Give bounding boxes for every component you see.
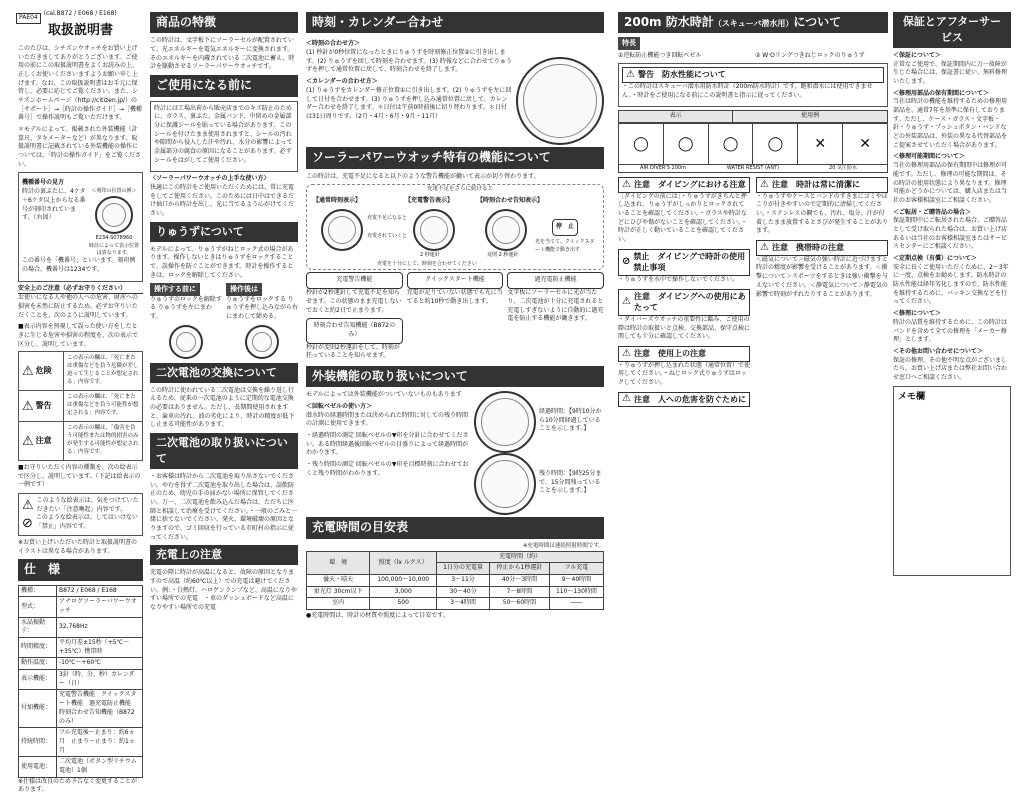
case-back-illustration (89, 188, 139, 257)
water-usage-icons (618, 123, 888, 165)
case-number-text2: この番号を「機番号」といいます。刻印例の場合、機番号は1234です。 (22, 257, 136, 273)
table-header: 使用例 (733, 111, 888, 123)
warning-triangle-icon: ⚠ (622, 393, 631, 405)
column-water (618, 10, 888, 407)
lock-after-label: 操作後は (226, 283, 262, 295)
exterior-title: 外装機能の取り扱いについて (306, 366, 604, 387)
charge-time-table (306, 551, 604, 610)
intro-text: このたびは、シチズンウオッチをお買い上げいただきましてありがとうございます。ご使用の前にこの取扱説明書をよくお読みの上、正しくお使いくださいますようお願い申し上げます。なお、この取扱説明書はお手元に保管し、必要に応じてご覧ください。また、シチズンホームページ（http://citizen.jp/）の［サポート］→［時計の操作ガイド］→［機種番号］で操作説明もご覧いただけます。 (18, 44, 142, 122)
flow-text: 変則 2 秒運針 (487, 252, 519, 259)
spec-value: B872 / E068 / E168 (57, 585, 143, 597)
watch-remind-icon (485, 209, 527, 251)
calendar-heading: ＜カレンダーの合わせ方＞ (306, 78, 378, 86)
calendar-steps: (1) りゅうずをカレンダー修正位置①に引き出します。(2) りゅうずを左に回して日付を合わせます。(3) りゅうずを押し込み通常位置に戻して、カレンダー合わせを終了します。＊日付は午前0時前後に切り替わります。＊日付は31日周りです。（2月・4月・6月・9月・11月） (306, 86, 512, 120)
table-cell: 50～60時間 (490, 598, 550, 610)
flow-warn-label: 【充電警告表示】 (405, 197, 454, 205)
usage-caution-heading (618, 346, 750, 362)
caution-label: 注意 時計は常に清潔に (771, 180, 860, 190)
warning-triangle-icon: ⚠ (22, 433, 34, 449)
repair-about-text: 時計の品質を維持するために、この時計はバンドを含めて全ての修理を「メーカー修理」とします。 (893, 318, 1008, 344)
caution-text: ［ダイビングの前には］・りゅうずがきちんと押し込まれ、りゅうずがしっかりとロックされていることを確認してください。・ガラスや時計などにひびや傷がないことを確認してください。・時計が正しく動いていることを確認してください。 (618, 192, 748, 244)
diving-caution-heading (618, 177, 750, 193)
spec-row (19, 757, 143, 777)
bezel-remain-icon (474, 453, 536, 515)
case-number-text: 時計の裏ぶたに、4ケタ＋6ケタ以上からなる番号が刻印されています。（右図） (22, 188, 86, 222)
bezel-heading: ＜回転ベゼルの使い方＞ (306, 403, 373, 411)
table-row (307, 586, 604, 598)
table-cell: 110～130時間 (549, 586, 603, 598)
picto-text: このような絵表示は、してはいけない「禁止」内容です。 (35, 514, 138, 531)
warning-triangle-icon: ⚠ (626, 69, 635, 81)
caution-label: 注意 使用上の注意 (633, 348, 706, 358)
crown-lock-icon (245, 325, 279, 359)
diving-use-heading (618, 289, 750, 316)
handling-title: 二次電池の取り扱いについて (150, 433, 298, 469)
lock-after-text: りゅうずをロックする りゅうずを押し込みながら右にまわして締める。 (226, 295, 299, 320)
water-usage-mark: ◯ (663, 124, 708, 164)
feature-2: ② W·Oリングつきねじロックのりゅうず (755, 51, 865, 59)
charge-table-title: 充電時間の目安表 (306, 517, 604, 538)
table-header: フル充電 (549, 563, 603, 575)
water-notice-text: ・この時計はスキューバ潜水用防水時計（200m防水時計）です。飽和潜水には使用できません。・時計をご使用になる前にこの説明書と指示に従ってください。 (622, 82, 873, 99)
spec-table (18, 585, 143, 778)
table-header: 表示 (619, 111, 733, 123)
caution-text: ＜磁気について＞磁気の強い時計に近づけますと時計の精度が影響を受けることがあります。＜衝撃について＞スポーツをするときは強い衝撃を与えないでください。＜静電気について＞静電気の影響で時刻がずれたりすることがあります。 (756, 255, 888, 298)
column-features (150, 10, 298, 616)
spec-key: 付加機能： (19, 690, 57, 728)
carry-caution-heading (756, 240, 888, 256)
warning-triangle-icon: ⚠ (622, 178, 631, 190)
water-notice-label: 警告 防水性能について (637, 70, 726, 80)
forbid-heading (618, 249, 750, 276)
table-header: 照度（lx ルクス） (370, 551, 437, 574)
table-header: 停止から1秒運針 (490, 563, 550, 575)
parts-text: 当社は時計の機能を維持するための修理用部品を、通常7年を基準に保有しております。ただし、ケース・ガラス・文字板・針・りゅうず・プッシュボタン・バンドなどの外装部品は、外装の異なる代替部品をご提案させていただく場合があります。 (893, 98, 1008, 149)
warranty-heading: ＜保証について＞ (893, 51, 941, 59)
warning-triangle-icon: ⚠ (622, 296, 631, 308)
caution-label: 注意 携帯時の注意 (771, 243, 844, 253)
caution-label: 注意 ダイビングへの使用にあたって (633, 291, 746, 313)
overcharge-label: 過充電防止機能 (507, 272, 604, 289)
inspect-heading: ＜定期点検（有償）について＞ (893, 255, 977, 262)
warning-label: 危険 (35, 366, 52, 376)
quick-start-panel (407, 272, 504, 364)
spec-value: -10℃～+60℃ (57, 658, 143, 670)
time-steps: (1) 秒針が0秒位置になったときにりゅうずを時刻修正位置②に引き出します。(2) りゅうずを回して時刻を合わせます。(3) 時報などに合わせてりゅうずを押して通常位置に戻して、時刻合わせを終了します。 (306, 49, 512, 74)
table-cell: 7～8時間 (490, 586, 550, 598)
forbid-text: ・りゅうずを水中で操作しないでください。 (618, 276, 739, 284)
warning-text: この表示の欄は、「傷害を負う可能性または物的損害のみが発生する可能性が想定される」内容です。 (63, 422, 142, 460)
table-row (307, 598, 604, 610)
flow-text: 充電不足になると (367, 215, 408, 222)
elapsed-caption: 経過時間：【9時10分から10分間経過していることを示します。】 (539, 407, 602, 433)
warning-triangle-icon: ⚠ (622, 347, 631, 359)
picto-text: このような絵表示は、気をつけていただきたい「注意喚起」内容です。 (36, 497, 139, 513)
battery-title: 二次電池の交換について (150, 363, 298, 383)
overcharge-text: 文字板にソーラーセルに光が当たり、二次電池が十分に充電されると充電しすぎないように自動的に過充電を防止する機能が働きます。 (507, 289, 604, 323)
spec-key: 水晶振動子： (19, 617, 57, 637)
spec-value: 二次電池（ボタン型リチウム電池）1個 (57, 757, 143, 777)
warning-label: 警告 (35, 401, 52, 411)
overcharge-panel (507, 272, 604, 364)
tips-text: 快適にこの時計をご使用いただくためには、常に充電をしてご使用ください。このためには日中はできるだけ袖口から時計を出し、光に当てるよう心がけてください。 (150, 184, 295, 218)
spec-row (19, 597, 143, 617)
water-usage-mark: ✕ (797, 124, 842, 164)
warning-row-warning (18, 390, 143, 422)
spec-row (19, 658, 143, 670)
flow-text: 光を当てて、クイックスタート機能で動き出す (535, 239, 595, 253)
crown-text: モデルによって、りゅうずがねじロック式の場合があります。操作しないときはりゅうずをロックすることで、誤操作を防ぐことができます。時計を操作するときは、ロックを解除してください。 (150, 245, 294, 279)
charge-table-foot: ●充電時間は、時計の材質や照度によって目安です。 (306, 612, 449, 620)
water-usage-mark: ✕ (842, 124, 887, 164)
spec-key: 使用電池： (19, 757, 57, 777)
water-title-end: について (793, 15, 842, 29)
crown-title: りゅうずについて (150, 222, 298, 242)
crown-lock-panels (150, 283, 298, 360)
remain-caption: 残り時間：【9時25分まで、15分間残っていることを示します。】 (539, 469, 602, 495)
feature-1: ①逆転防止機能つき回転ベゼル (618, 51, 702, 59)
remain-text: ・残り時間の測定 回転ベゼルの▼印を目標時刻に合わせておくと残り時間がわかります。 (306, 461, 469, 477)
spec-row (19, 690, 143, 728)
repair-heading: ＜修理可能期間について＞ (893, 153, 965, 161)
harm-caution-heading (618, 392, 750, 408)
prohibited-icon: ⊘ (22, 515, 33, 531)
model-tag: PAE04 (16, 13, 41, 24)
tips-heading: 〈ソーラーパワーウオッチの上手な使い方〉 (150, 175, 270, 183)
case-number-box (18, 172, 143, 281)
lock-after-panel (226, 283, 298, 360)
water-usage-mark: ◯ (633, 135, 649, 152)
flow-top-text: 充電不足をさらに続けると (427, 186, 494, 193)
warning-row-caution (18, 421, 143, 461)
case-back-icon (95, 196, 133, 234)
caution-text: ・ダイバーズウオッチの重要性に鑑み、ご使用の際は時計の取扱いと点検、交換部品、保守点検に関しても十分に確認してください。 (618, 315, 751, 341)
spec-key: 動作温度： (19, 658, 57, 670)
spec-row (19, 617, 143, 637)
quick-start-label: クイックスタート機能 (407, 272, 504, 289)
spec-key: 型式： (19, 597, 57, 617)
memo-box (893, 386, 1011, 576)
crown-unlock-icon (169, 325, 203, 359)
solar-function-panels (306, 272, 604, 364)
flow-text: 充電されていくと (367, 233, 408, 240)
column-time (306, 10, 604, 624)
caution-label: 注意 人への危害を防ぐために (633, 394, 746, 404)
table-cell: 3,000 (370, 586, 437, 598)
water-mark-2: WATER RESIST (ANT) (726, 164, 780, 171)
watch-normal-icon (321, 209, 363, 251)
bezel-elapsed-icon (474, 391, 536, 453)
intro-note: ＊モデルによって、掲載された外装機能（計算尺、タキメーターなど）が異なります。取扱説明書に記載されている外装機能の操作については、「時計の操作ガイド」をご覧ください。 (18, 126, 141, 168)
spec-key: 時間精度： (19, 638, 57, 658)
prohibited-icon: ⊘ (622, 256, 631, 268)
water-usage-mark: ◯ (708, 124, 753, 164)
spec-value: 充電警告機能 クイックスタート機能 過充電防止機能 時刻合わせ告知機能（B872のみ） (57, 690, 143, 728)
before-use-box (150, 101, 298, 173)
other-text: 保証の修理、その他不明な点がございましたら、お買い上げ店または弊社お問い合わせ窓口へご相談ください。 (893, 356, 1008, 381)
table-cell: 3～11分 (437, 575, 490, 587)
table-cell: 100,000～10,000 (370, 575, 437, 587)
warning-table (18, 351, 143, 461)
table-cell: 室内 (307, 598, 370, 610)
table-cell: 30～40分 (437, 586, 490, 598)
lock-before-panel (150, 283, 222, 360)
case-callout: ＜刻印の位置の例＞ (91, 188, 137, 195)
safety-heading: 安全上のご注意（必ずお守りください） (18, 285, 143, 295)
model-numbers: (cal.B872 / E068 / E168) (43, 10, 117, 17)
charge-warning-text: 秒針が2秒運針して充電不足を知らせます。この状態のまま充電しないでおくと約2日で止まります。 (306, 289, 402, 314)
parts-heading: ＜修理用部品の保有期間について＞ (893, 89, 989, 97)
warning-row-danger (18, 351, 143, 391)
warning-label: 注意 (35, 436, 52, 446)
features-title: 商品の特徴 (150, 12, 298, 33)
table-cell: 蛍光灯 30cm以下 (307, 586, 370, 598)
repair-about-heading: ＜修理について＞ (893, 310, 941, 318)
table-cell: 9～40時間 (549, 575, 603, 587)
column-warranty (893, 10, 1011, 576)
table-row (307, 575, 604, 587)
solar-text: この時計は、充電不足になると以下のような警告機能が働いて表示が切り替わります。 (306, 172, 540, 180)
caution-label: 注意 ダイビングにおける注意 (633, 180, 746, 190)
case-number: E234-S078960 (95, 235, 133, 242)
quick-start-text: 充電が足りていない状態でも光に当てると約10秒で動き出します。 (406, 289, 503, 305)
table-header: 充電時間（約） (437, 551, 604, 563)
caution-text: ・りゅうずやケースとバンドのすきまにゴミやほこりが付きやすいので定期的に清掃してください。・ステンレスの鋼でも、汚れ、塩分、汗が付着したまま放置するとさびが発生することがあります。 (756, 192, 889, 235)
spec-key: 表示機能： (19, 670, 57, 690)
charge-caution-title: 充電上の注意 (150, 545, 298, 565)
clean-caution-heading (756, 177, 888, 193)
warning-triangle-icon: ⚠ (760, 178, 769, 190)
water-mark-1: AIR DIVER'S 200m (640, 164, 686, 171)
spec-key: 機種： (19, 585, 57, 597)
elapsed-text: ・経過時間の測定 回転ベゼルの▼印を分針に合わせてください。ある時間経過後回転ベゼルの目盛りによって経過時間がわかります。 (306, 432, 469, 457)
moving-heading: ＜ご転居・ご贈答品の場合＞ (893, 208, 972, 216)
spec-row (19, 670, 143, 690)
table-cell: 500 (370, 598, 437, 610)
caution-text: ・りゅうずが押し込まれた状態（通常位置）で使用してください。・ねじロック式りゅうずはロックしてください。 (618, 361, 751, 386)
lock-before-text: りゅうずのロックを解除する りゅうずを左にまわす。 (150, 295, 222, 320)
table-cell: 40分～3時間 (490, 575, 550, 587)
spec-value: 32,768Hz (57, 617, 143, 637)
before-use-title: ご使用になる前に (150, 75, 298, 96)
flow-remind-label: 【時刻合わせ告知表示】 (477, 197, 544, 205)
handling-text: ・お客様は時計から二次電池を取り出さないでください。やむを得ず二次電池を取り出した場合は、誤飲防止のため、幼児の手の届かない場所に保管してください。万一、二次電池を飲み込んだ場合は、ただちに医師と相談して治療を受けてください。・一般のごみと一緒に捨てないでください。発火、環境破壊の原因となりますので、ゴミ回収を行っている市町村の指示に従ってください。 (150, 472, 298, 541)
charge-warning-panel (306, 272, 403, 364)
charge-warning-label: 充電警告機能 (306, 272, 403, 289)
flow-normal-label: 【通常時刻表示】 (313, 197, 362, 205)
charge-caution-text: 充電の際に時計が高温になると、故障の原因となりますので高温（約60℃以上）での充電は避けてください。例：・白熱灯、ハロゲンランプなど、高温になりやすい場所での充電 ・車のダッシュボードなど高温になりやすい場所での充電 (150, 569, 297, 612)
spec-value: アナログソーラーパワーウオッチ (57, 597, 143, 617)
illus-note: ※お買い上げいただいた時計と取扱説明書のイラストは異なる場合があります。 (18, 538, 138, 555)
caution-triangle-icon: ⚠ (22, 498, 34, 514)
flow-stop: 停 止 (552, 219, 578, 236)
before-use-text: 時計には工場出荷から販売店までのキズ防止のために、ガラス、裏ぶた、金属バンド、中留めの金属部分に保護シールを貼っている場合があります。このシールを付けたまま使用されますと、シールの汚れや隙間から侵入した汗や汚れ、水分の影響によって金属部分の腐食の原因になることがあります。必ずシールをはがしてご使用ください。 (154, 104, 293, 164)
spec-key: 持続時間： (19, 728, 57, 757)
spec-title: 仕 様 (18, 559, 143, 580)
water-title-main: 200m 防水時計 (624, 15, 714, 29)
remind-text: 秒針が変則2秒運針をして、時刻が狂っていることを知らせます。 (306, 343, 400, 360)
warranty-text: 正常なご使用で、保証期間内に万一故障が生じた場合には、保証書に従い、無料修理いたします。 (893, 60, 1008, 85)
lock-before-label: 操作する前に (150, 283, 200, 295)
exterior-text: モデルによっては外装機能がついていないものもあります (306, 391, 462, 399)
spec-value: 平均月差±15秒（+5℃～+35℃）携帯時 (57, 638, 143, 658)
remind-label: 時刻合わせ告知機能（B872のみ） (306, 318, 403, 343)
warning-text: この表示の欄は、「死亡または重傷などを負う可能性が想定される」内容です。 (63, 391, 142, 421)
warning-text: この表示の欄は、「死亡または重傷などを負う危険が差し迫って生じることが想定される」内容です。 (63, 352, 142, 390)
spec-row (19, 585, 143, 597)
solar-title: ソーラーパワーウオッチ特有の機能について (306, 147, 604, 168)
marks-heading: ■表示内容を無視して誤った使い方をしたときに生じる危害や損害の程度を、次の表示で区分し、説明しています。 (18, 323, 139, 348)
follow-heading: ■お守りいただく内容の種類を、次の絵表示で区分し、説明しています。（下記は絵表示の一例です） (18, 464, 141, 489)
spec-row (19, 638, 143, 658)
warning-triangle-icon: ⚠ (22, 398, 34, 414)
spec-value: フル充電後～止まり：約6ヵ月 止まり～止まり：約1ヵ月 (57, 728, 143, 757)
water-mark-3: 20 気圧防水 (829, 164, 857, 171)
table-cell: 曇天・晴天 (307, 575, 370, 587)
column-instructions (18, 8, 143, 798)
spec-row (19, 728, 143, 757)
inspect-text: 安全に長くご使用いただくために、2～3年に一度、点検をお勧めします。防水時計の防水性能は経年劣化しますので、防水性能を維持するために、パッキン交換などを行ってください。 (893, 263, 1009, 306)
other-heading: ＜その他お問い合わせについて＞ (893, 347, 983, 355)
water-title (618, 12, 888, 33)
time-title: 時刻・カレンダー合わせ (306, 12, 604, 33)
water-notice-box (618, 63, 888, 107)
spec-note: ※仕様は改良のため予告なく変更することがあります。 (18, 777, 138, 794)
water-usage-table (618, 110, 888, 123)
flow-text: 2 秒運針 (420, 252, 440, 259)
warning-triangle-icon: ⚠ (760, 241, 769, 253)
time-heading: ＜時刻の合わせ方＞ (306, 40, 361, 48)
table-header: 1日分の充電量 (437, 563, 490, 575)
memo-label: メモ欄 (898, 391, 926, 402)
picto-box (18, 493, 143, 536)
table-header: 環 境 (307, 551, 370, 574)
warning-triangle-icon: ⚠ (22, 363, 34, 379)
table-cell: ―― (549, 598, 603, 610)
manual-title: 取扱説明書 (47, 23, 113, 38)
warning-flow-diagram (306, 184, 604, 270)
bezel-text: 潜水時の経過時間または決められた時間に対しての残り時間の計測に使用できます。 (306, 411, 469, 428)
case-caption: 時計によって表示位置は異なります。 (89, 242, 140, 256)
moving-text: 保証期間中にご転居された場合、ご贈答品として受け取られた場合は、お買い上げ店あるいは当社のお客様相談室またはサービスセンターにご相談ください。 (893, 217, 1008, 251)
water-usage-mark: ◯ (752, 124, 797, 164)
case-number-heading: 機種番号の見方 (22, 179, 65, 187)
watch-warn-icon (413, 209, 455, 251)
charge-table-note: ※充電時間は連続照射時間です。 (522, 542, 604, 549)
spec-value: 3針（時、分、秒）カレンダー（日） (57, 670, 143, 690)
watch-face-icon (516, 57, 604, 145)
flow-bottom-text: 充電を十分にして、時刻を合わせてください (377, 261, 477, 268)
table-cell: 3～4時間 (437, 598, 490, 610)
feature-label: 特長 (618, 37, 640, 49)
features-text: この時計は、文字板下にソーラーセルが配置されていて、光エネルギーを電気エネルギーに変換されます。そのエネルギーを内蔵されている二次電池に蓄え、時計を駆動させるソーラーパワーウオッチです。 (150, 37, 295, 71)
water-title-small: （スキューバ潜水用） (713, 19, 794, 28)
battery-text: この時計に使われている二次電池は交換を繰り返し行えるため、従来の一次電池のように定期的な電池交換の必要はありません。ただし、長期間使用されますと、歯車の汚れ、油の劣化により、時計の精度が低下し止まる可能性があります。 (150, 386, 295, 429)
repair-text: 当社の修理用部品の保有期間中は修理が可能です。ただし、修理の可能な期間は、その時計の使用状態により異なります。修理可能かどうかについては、購入店または当社のお客様相談室にご相談ください。 (893, 162, 1008, 204)
safety-text: お使いになる人や他の人への危害、財産への損害を未然に防止するため、必ずお守りいただくことを、次のように説明しています。 (18, 294, 139, 319)
warranty-title: 保証とアフターサービス (893, 12, 1011, 48)
water-notice-heading (622, 67, 884, 83)
forbid-label: 禁止 ダイビングで時計の使用禁止事項 (633, 251, 746, 273)
